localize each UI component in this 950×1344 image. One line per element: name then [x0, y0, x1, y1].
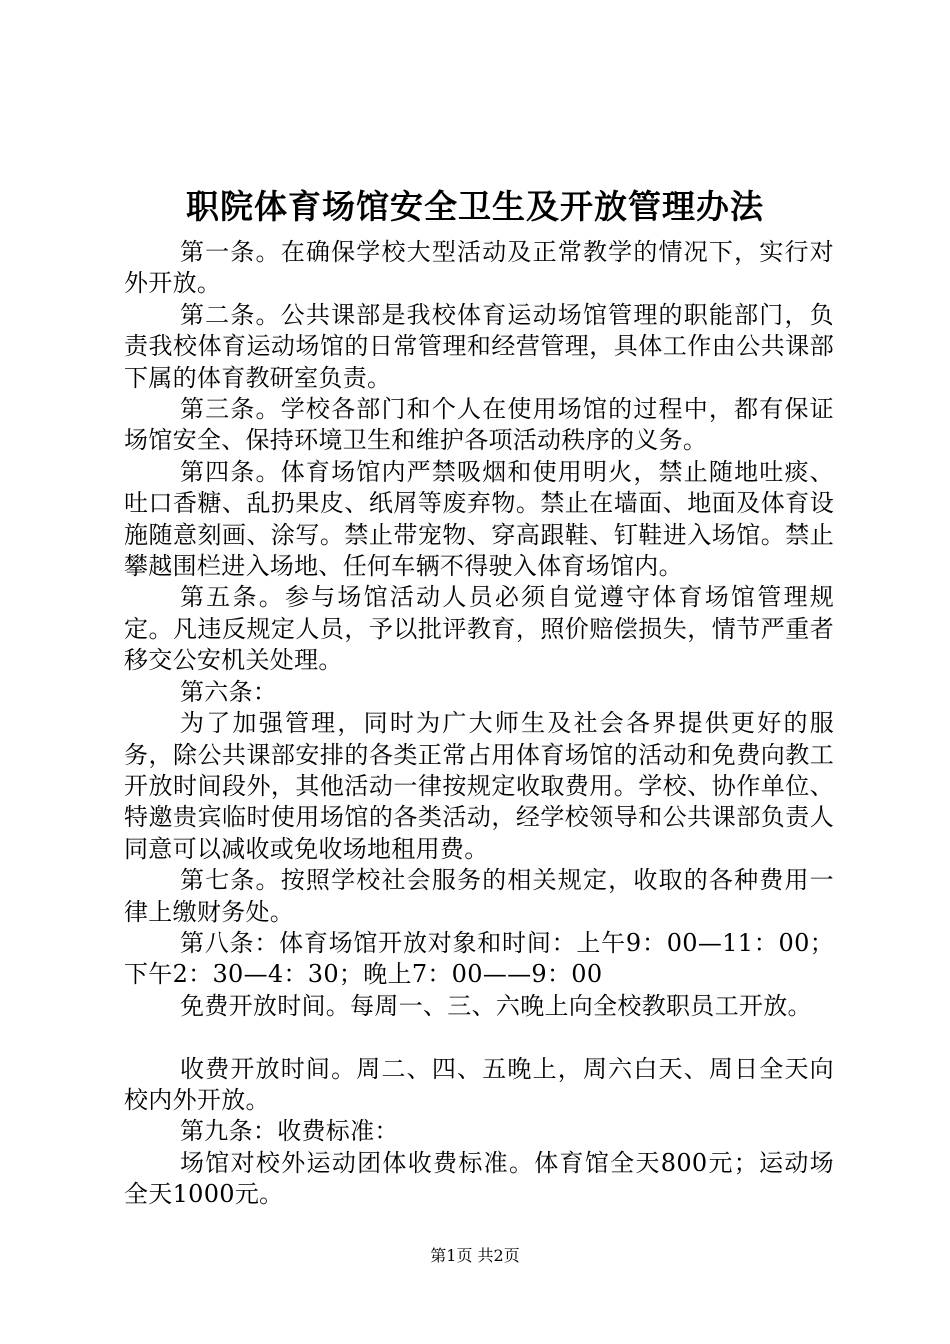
article-7: 第七条。按照学校社会服务的相关规定，收取的各种费用一律上缴财务处。 [124, 866, 834, 926]
article-1: 第一条。在确保学校大型活动及正常教学的情况下，实行对外开放。 [124, 238, 834, 298]
paid-opening-hours: 收费开放时间。周二、四、五晚上，周六白天、周日全天向校内外开放。 [124, 1054, 834, 1114]
article-5: 第五条。参与场馆活动人员必须自觉遵守体育场馆管理规定。凡违反规定人员，予以批评教育，照价赔偿损失，情节严重者移交公安机关处理。 [124, 583, 834, 675]
article-3: 第三条。学校各部门和个人在使用场馆的过程中，都有保证场馆安全、保持环境卫生和维护各项活动秩序的义务。 [124, 395, 834, 455]
page-footer: 第1页 共2页 [430, 1246, 520, 1265]
free-opening-hours: 免费开放时间。每周一、三、六晚上向全校教职员工开放。 [180, 991, 812, 1020]
article-6-body: 为了加强管理，同时为广大师生及社会各界提供更好的服务，除公共课部安排的各类正常占用体育场馆的活动和免费向教工开放时间段外，其他活动一律按规定收取费用。学校、协作单位、特邀贵宾临时使用场馆的各类活动，经学校领导和公共课部负责人同意可以减收或免收场地租用费。 [124, 709, 834, 863]
fee-standard: 场馆对校外运动团体收费标准。体育馆全天800元；运动场全天1000元。 [124, 1148, 834, 1209]
article-2: 第二条。公共课部是我校体育运动场馆管理的职能部门，负责我校体育运动场馆的日常管理和经营管理，具体工作由公共课部下属的体育教研室负责。 [124, 300, 834, 392]
article-9-heading: 第九条：收费标准： [180, 1117, 399, 1146]
article-6-heading: 第六条： [180, 677, 278, 706]
document-title: 职院体育场馆安全卫生及开放管理办法 [186, 187, 764, 226]
article-8: 第八条：体育场馆开放对象和时间：上午9：00—11：00；下午2：30—4：30；晚上7：00——9：00 [124, 928, 834, 989]
paragraph-spacer [124, 1022, 834, 1053]
article-4: 第四条。体育场馆内严禁吸烟和使用明火，禁止随地吐痰、吐口香糖、乱扔果皮、纸屑等废弃物。禁止在墙面、地面及体育设施随意刻画、涂写。禁止带宠物、穿高跟鞋、钉鞋进入场馆。禁止攀越围栏进入场地、任何车辆不得驶入体育场馆内。 [124, 457, 834, 581]
document-body [124, 237, 834, 1211]
